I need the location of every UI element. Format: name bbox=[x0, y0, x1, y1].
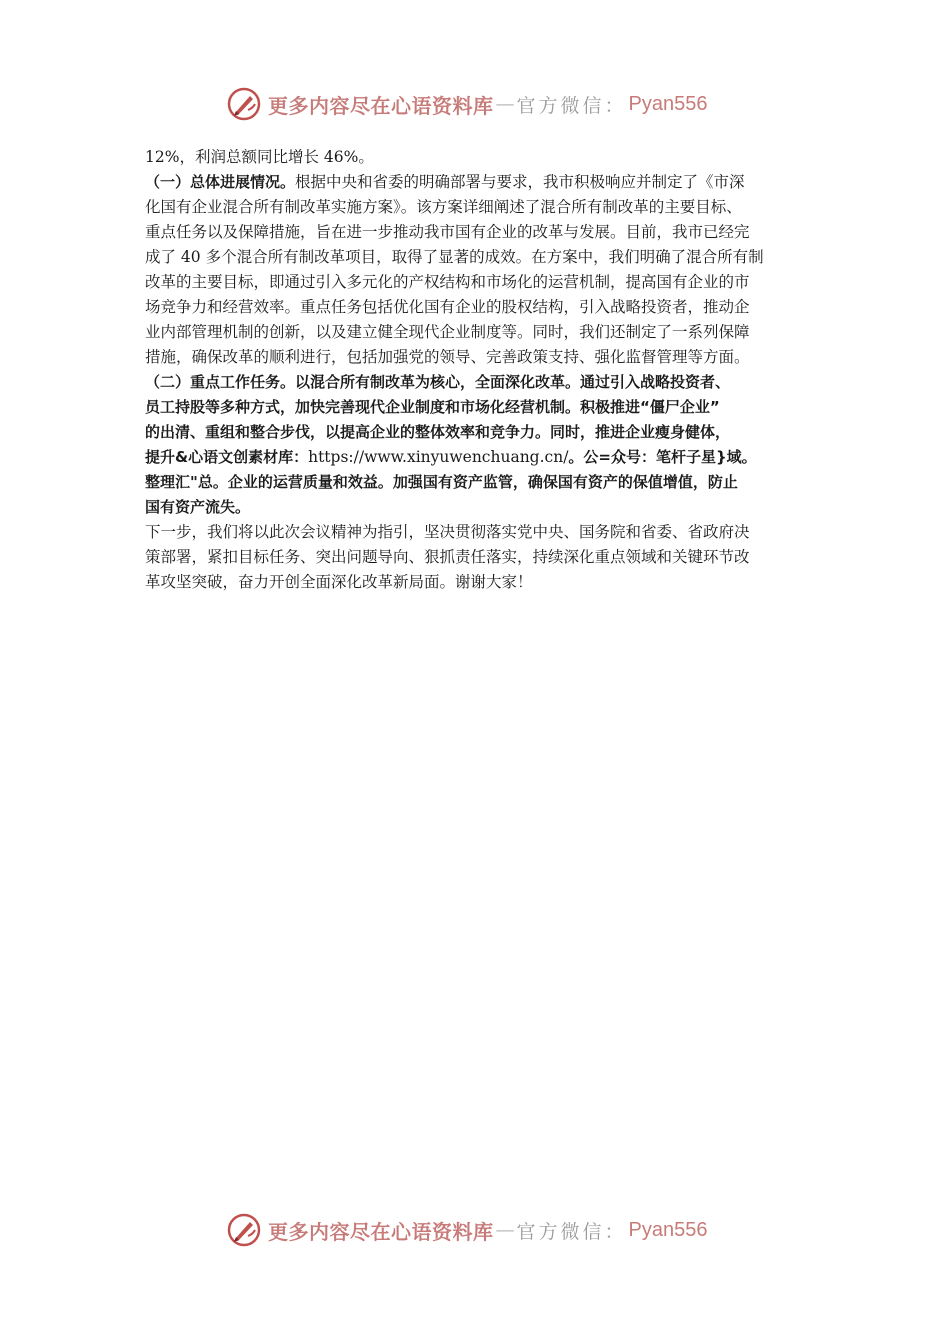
section2-line-4 bbox=[145, 445, 810, 470]
watermark-official-label: 官方微信： bbox=[516, 94, 627, 117]
watermark-official-label: 官方微信： bbox=[516, 1220, 627, 1243]
header-watermark bbox=[226, 84, 707, 124]
section2-line-5: 整理汇"总。企业的运营质量和效益。加强国有资产监管，确保国有资产的保值增值，防止 bbox=[145, 473, 738, 491]
section1-line-3: 重点任务以及保障措施，旨在进一步推动我市国有企业的改革与发展。目前，我市已经完 bbox=[145, 223, 750, 241]
section1-line-4: 成了 40 多个混合所有制改革项目，取得了显著的成效。在方案中，我们明确了混合所有制 bbox=[145, 248, 764, 266]
closing-line-3: 革攻坚突破，奋力开创全面深化改革新局面。谢谢大家！ bbox=[145, 573, 533, 591]
closing-line-2: 策部署，紧扣目标任务、突出问题导向、狠抓责任落实，持续深化重点领域和关键环节改 bbox=[145, 548, 750, 566]
watermark-wechat-id: Pyan556 bbox=[628, 1218, 708, 1241]
watermark-brand-text: 更多内容尽在心语资料库 bbox=[268, 93, 494, 118]
watermark-dash: — bbox=[495, 1219, 515, 1241]
intro-line: 12%，利润总额同比增长 46%。 bbox=[145, 148, 374, 166]
footer-watermark bbox=[226, 1210, 707, 1250]
document-body bbox=[145, 145, 810, 595]
closing-line-1: 下一步，我们将以此次会议精神为指引，坚决贯彻落实党中央、国务院和省委、省政府决 bbox=[145, 523, 750, 541]
section1-line-6: 场竞争力和经营效率。重点任务包括优化国有企业的股权结构，引入战略投资者，推动企 bbox=[145, 298, 750, 316]
source-url-link[interactable]: https://www.xinyuwenchuang.cn/ bbox=[308, 448, 569, 466]
section1-line-5: 改革的主要目标，即通过引入多元化的产权结构和市场化的运营机制，提高国有企业的市 bbox=[145, 273, 750, 291]
section2-line4-suffix: 。公=众号：笔杆子星}域。 bbox=[568, 448, 757, 466]
pen-logo-icon bbox=[226, 86, 262, 122]
pen-logo-icon bbox=[226, 1212, 262, 1248]
watermark-wechat-id: Pyan556 bbox=[628, 92, 708, 115]
section1-line-1 bbox=[145, 170, 810, 195]
watermark-dash: — bbox=[495, 93, 515, 115]
watermark-brand-text: 更多内容尽在心语资料库 bbox=[268, 1219, 494, 1244]
section2-line-2: 员工持股等多种方式，加快完善现代企业制度和市场化经营机制。积极推进“僵尸企业” bbox=[145, 398, 720, 416]
section1-text: 根据中央和省委的明确部署与要求，我市积极响应并制定了《市深 bbox=[295, 173, 745, 191]
section2-line-6: 国有资产流失。 bbox=[145, 498, 251, 516]
section1-line-2: 化国有企业混合所有制改革实施方案》。该方案详细阐述了混合所有制改革的主要目标、 bbox=[145, 198, 742, 216]
section1-heading: （一）总体进展情况。 bbox=[145, 173, 296, 191]
section2-line-3: 的出清、重组和整合步伐，以提高企业的整体效率和竞争力。同时，推进企业瘦身健体， bbox=[145, 423, 731, 441]
section1-line-8: 措施，确保改革的顺利进行，包括加强党的领导、完善政策支持、强化监督管理等方面。 bbox=[145, 348, 750, 366]
section1-line-7: 业内部管理机制的创新，以及建立健全现代企业制度等。同时，我们还制定了一系列保障 bbox=[145, 323, 750, 341]
section2-line-1: （二）重点工作任务。以混合所有制改革为核心，全面深化改革。通过引入战略投资者、 bbox=[145, 373, 731, 391]
section2-line4-prefix: 提升&心语文创素材库： bbox=[145, 448, 309, 466]
